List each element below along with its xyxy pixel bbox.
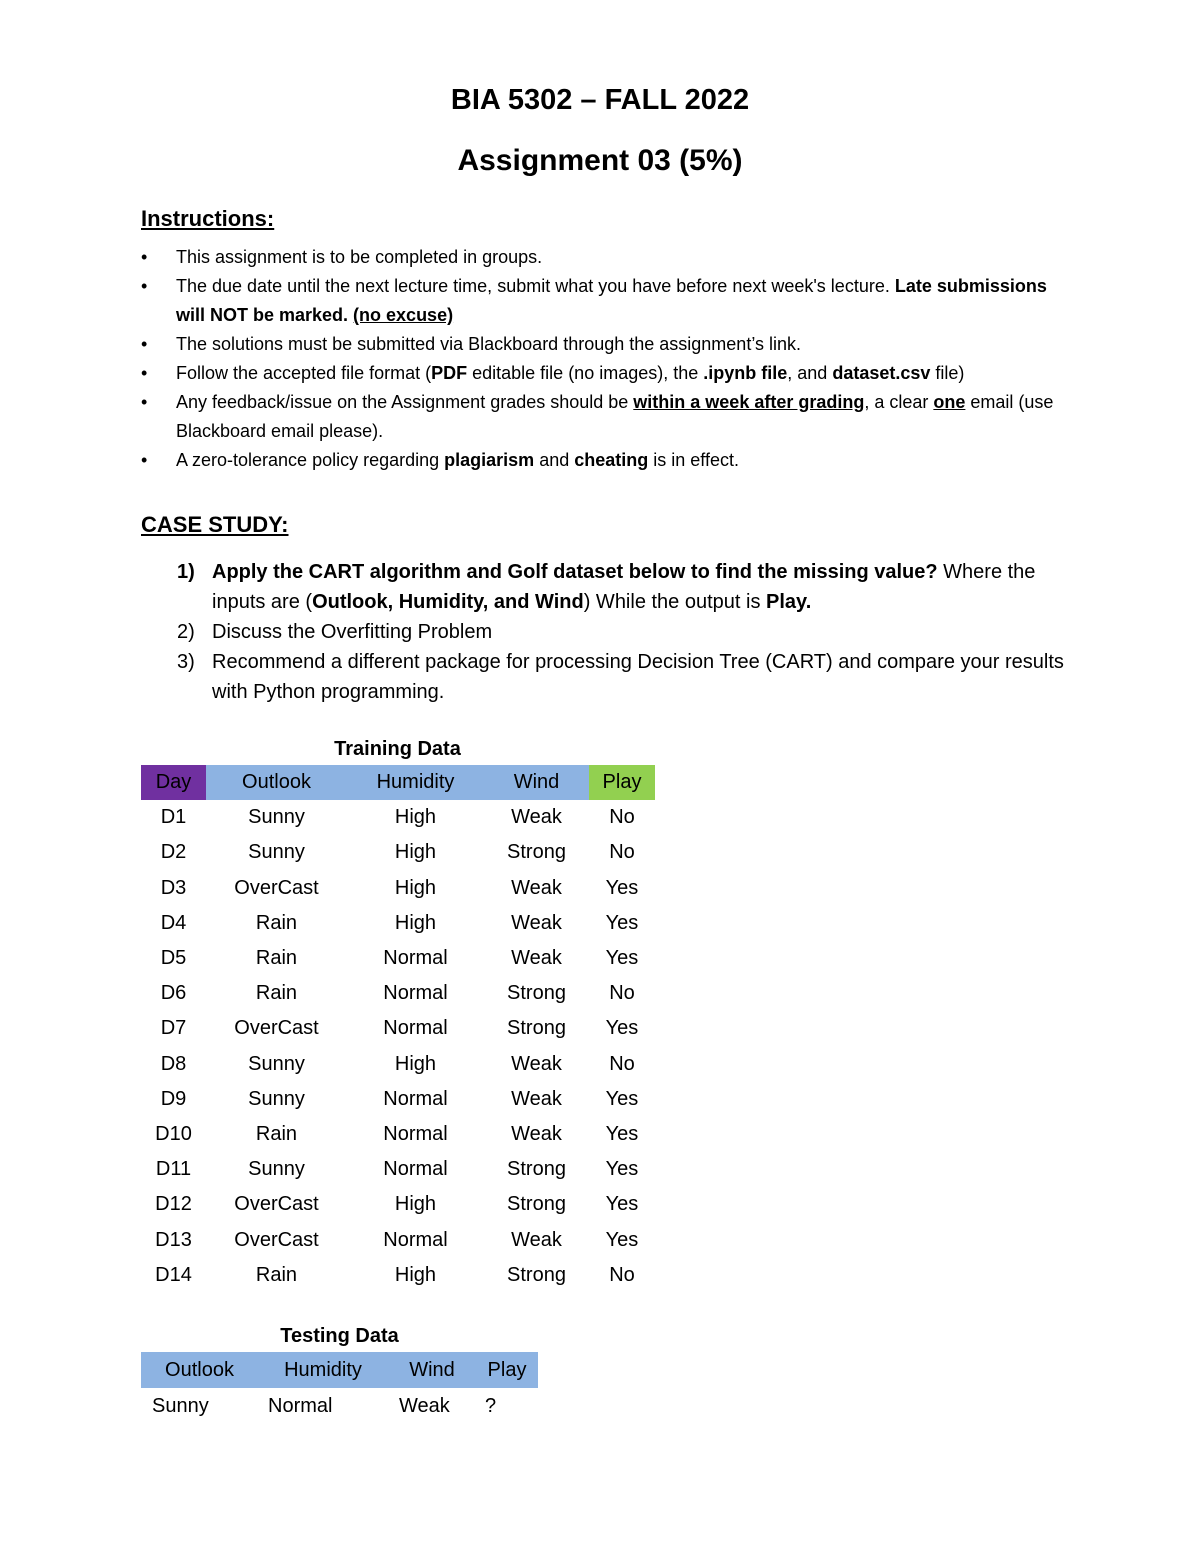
instructions-list [141,243,1061,475]
cell-day: D5 [160,947,187,970]
table-row [141,976,655,1011]
cell-day: D4 [160,911,187,934]
cell-day: D3 [160,876,187,899]
table-row [141,1117,655,1152]
training-data-table [141,765,655,1293]
instructions-heading: Instructions: [141,206,275,231]
cell-humidity: High [394,876,437,899]
cell-humidity: High [394,911,437,934]
instruction-item: • A zero-tolerance policy regarding plagiarism and cheating is in effect. [141,446,1061,475]
cell-play: No [609,806,635,829]
cell-play: Yes [605,1017,639,1040]
cell-outlook: OverCast [234,1228,319,1251]
table-row [141,1187,655,1222]
cell-outlook: Sunny [248,806,305,829]
cell-play: Yes [605,1158,639,1181]
cell-wind: Weak [511,806,562,829]
instruction-item: • Follow the accepted file format (PDF editable file (no images), the .ipynb file, and dataset.csv file) [141,359,1061,388]
cell-humidity: Normal [383,1087,448,1110]
cell-outlook: Sunny [248,1052,305,1075]
cell-outlook: Rain [255,982,298,1005]
cell-day: D1 [160,806,187,829]
cell-humidity: High [394,1193,437,1216]
document-title: BIA 5302 – FALL 2022 [450,84,750,116]
task-list [141,557,1071,707]
cell-wind: Weak [511,1122,562,1145]
table-row [141,871,655,906]
table-row [141,800,655,835]
cell-humidity: Normal [383,1017,448,1040]
cell-outlook: Rain [255,1122,298,1145]
instruction-item: • Any feedback/issue on the Assignment grades should be within a week after grading, a clear one email (use Blackboard email please). [141,388,1061,446]
cell-wind: Strong [507,841,566,864]
table-row [141,906,655,941]
table-row [141,941,655,976]
cell-humidity: Normal [383,1228,448,1251]
case-study-heading: CASE STUDY: [141,512,289,537]
cell-outlook: Rain [255,1263,298,1286]
cell-play: Yes [605,1193,639,1216]
cell-wind: Strong [507,1158,566,1181]
header-wind: Wind [484,765,589,800]
header-humidity: Humidity [347,765,484,800]
table-row [141,1222,655,1257]
cell-play: Yes [605,947,639,970]
task-item: 3) Recommend a different package for processing Decision Tree (CART) and compare your results with Python programming. [141,647,1071,707]
cell-play: Yes [605,1122,639,1145]
testing-data-table [141,1352,538,1424]
cell-humidity: Normal [383,1122,448,1145]
cell-play: No [609,982,635,1005]
cell-day: D14 [155,1263,192,1286]
table-row [141,1011,655,1046]
cell-wind: Weak [399,1394,450,1417]
cell-outlook: Rain [255,911,298,934]
cell-wind: Strong [507,1017,566,1040]
assignment-title: Assignment 03 (5%) [457,144,743,177]
cell-wind: Strong [507,1193,566,1216]
table-row [141,1388,538,1424]
cell-humidity: High [394,1263,437,1286]
cell-humidity: High [394,841,437,864]
cell-play: No [609,1052,635,1075]
cell-day: D6 [160,982,187,1005]
table-row [141,1082,655,1117]
task-item: 1) Apply the CART algorithm and Golf dataset below to find the missing value? Where the inputs are (Outlook, Humidity, and Wind) While the output is Play. [141,557,1071,617]
cell-day: D7 [160,1017,187,1040]
cell-day: D2 [160,841,187,864]
cell-outlook: OverCast [234,876,319,899]
cell-wind: Weak [511,876,562,899]
cell-wind: Weak [511,1052,562,1075]
cell-outlook: Sunny [248,1158,305,1181]
cell-outlook: OverCast [234,1193,319,1216]
cell-day: D13 [155,1228,192,1251]
task-number: 2) [177,621,195,643]
cell-play: Yes [605,876,639,899]
task-number: 1) [177,561,195,583]
header-outlook: Outlook [206,765,347,800]
cell-day: D9 [160,1087,187,1110]
cell-day: D12 [155,1193,192,1216]
cell-wind: Strong [507,1263,566,1286]
training-data-body [141,800,655,1293]
instruction-item: • The due date until the next lecture time, submit what you have before next week's lecture. Late submissions will NOT be marked. (no excuse) [141,272,1061,330]
cell-play: Yes [605,911,639,934]
table-row [141,835,655,870]
cell-day: D8 [160,1052,187,1075]
instruction-item: • This assignment is to be completed in groups. [141,243,1061,272]
header-play: Play [589,765,655,800]
cell-humidity: Normal [268,1394,333,1417]
cell-humidity: High [394,1052,437,1075]
cell-play: No [609,1263,635,1286]
cell-outlook: OverCast [234,1017,319,1040]
cell-outlook: Sunny [248,841,305,864]
table-header-row [141,1352,538,1388]
cell-play: Yes [605,1228,639,1251]
training-data-caption: Training Data [334,738,461,760]
cell-humidity: Normal [383,947,448,970]
header-outlook: Outlook [165,1358,234,1381]
cell-wind: Weak [511,1228,562,1251]
task-number: 3) [177,651,195,673]
task-item: 2) Discuss the Overfitting Problem [141,617,1071,647]
cell-day: D11 [155,1158,192,1181]
cell-wind: Weak [511,947,562,970]
cell-outlook: Sunny [248,1087,305,1110]
cell-humidity: Normal [383,982,448,1005]
instruction-item: • The solutions must be submitted via Blackboard through the assignment’s link. [141,330,1061,359]
header-wind: Wind [409,1358,455,1381]
header-play: Play [487,1358,527,1381]
cell-day: D10 [155,1122,192,1145]
cell-wind: Weak [511,1087,562,1110]
table-row [141,1152,655,1187]
cell-play: Yes [605,1087,639,1110]
cell-play: No [609,841,635,864]
header-day: Day [141,765,206,800]
cell-wind: Weak [511,911,562,934]
testing-data-caption: Testing Data [280,1325,399,1347]
cell-outlook: Sunny [152,1394,209,1417]
header-humidity: Humidity [284,1358,362,1381]
table-row [141,1258,655,1293]
cell-outlook: Rain [255,947,298,970]
table-header-row [141,765,655,800]
cell-wind: Strong [507,982,566,1005]
table-row [141,1047,655,1082]
cell-humidity: High [394,806,437,829]
cell-humidity: Normal [383,1158,448,1181]
cell-play: ? [485,1394,497,1417]
